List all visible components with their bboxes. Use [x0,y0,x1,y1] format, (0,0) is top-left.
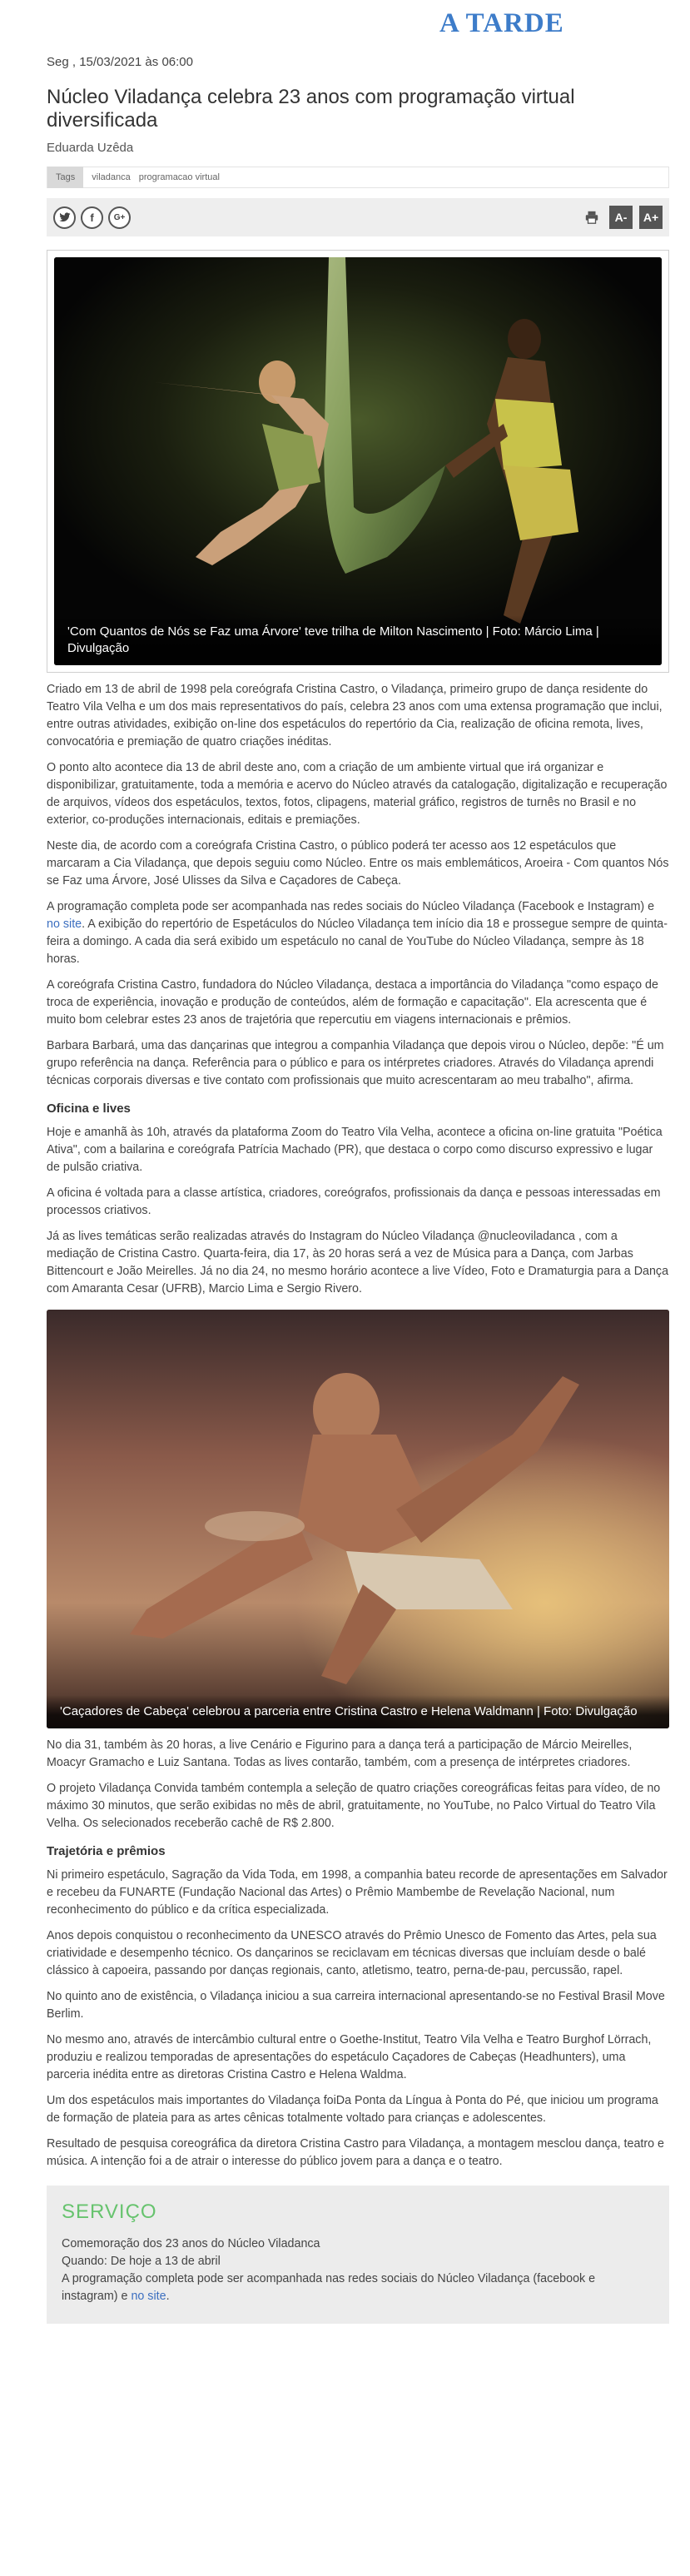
site-logo[interactable]: A TARDE [439,8,564,38]
service-title: SERVIÇO [62,2201,157,2223]
share-buttons [53,206,131,229]
dancer-illustration-2 [47,1310,669,1728]
tags-bar [47,167,669,188]
paragraph: Resultado de pesquisa coreográfica da diretora Cristina Castro para Viladança, a montagem mesclou dança, teatro e música. A intenção foi a de atrair o interesse do público jovem para a dança e o teatro. [47,2137,665,2168]
font-decrease-button[interactable]: A- [609,206,633,229]
image-caption-1: 'Com Quantos de Nós se Faz uma Árvore' teve trilha de Milton Nascimento | Foto: Márcio Lima | Divulgação [54,615,662,665]
service-box [47,2186,669,2324]
reading-tools [581,206,663,229]
article-content [47,47,669,2324]
paragraph: A oficina é voltada para a classe artística, criadores, coreógrafos, profissionais da dança e pessoas interessadas em processos criativos. [47,1186,661,1217]
paragraph: Neste dia, de acordo com a coreógrafa Cristina Castro, o público poderá ter acesso aos 12 espetáculos que marcaram a Cia Viladança, que depois seguiu como Núcleo. Entre os mais emblemáticos, Aroeira - Com quantos Nós se Faz uma Árvore, José Ulisses da Silva e Caçadores de Cabeça. [47,839,669,888]
service-site-link[interactable]: no site [131,2290,166,2303]
service-info [62,2270,654,2305]
dance-photo-2 [47,1310,669,1728]
tag-link[interactable]: viladanca [92,172,131,182]
service-text: . [166,2290,170,2303]
paragraph: O projeto Viladança Convida também contempla a seleção de quatro criações coreográficas feitas para vídeo, de no máximo 30 minutos, que serão exibidas no mês de abril, gratuitamente, no YouTube, no Palco Virtual do Teatro Vila Velha. Os selecionados receberão cachê de R$ 2.800. [47,1782,661,1830]
google-plus-icon[interactable] [108,206,131,229]
service-event: Comemoração dos 23 anos do Núcleo Viladanca [62,2237,320,2250]
paragraph: A coreógrafa Cristina Castro, fundadora do Núcleo Viladança, destaca a importância do Viladança "como espaço de troca de experiência, inovação e produção de conteúdos, além de formação e capacitação". Ela acrescenta que é muito bom celebrar estes 23 anos de trajetória que repercutiu em viagens internacionais e prêmios. [47,978,658,1027]
tag-link[interactable]: programacao virtual [138,172,220,182]
article-image-2 [47,1310,669,1728]
paragraph: Hoje e amanhã às 10h, através da plataforma Zoom do Teatro Vila Velha, acontece a oficina on-line gratuita "Poética Ativa", com a bailarina e coreógrafa Patrícia Machado (PR), que destaca o corpo como discurso expressivo e lugar de pulsão criativa. [47,1126,663,1174]
article-toolbar [47,198,669,236]
paragraph: Criado em 13 de abril de 1998 pela coreógrafa Cristina Castro, o Viladança, primeiro grupo de dança residente do Teatro Vila Velha e um dos mais representativos do país, celebra 23 anos com uma extensa programação que inclui, entre outras atividades, exibição on-line dos espetáculos do repertório da Cia, realização de oficina remota, lives, convocatória e premiação de quatro criações inéditas. [47,683,663,748]
header [0,0,690,47]
paragraph: Ni primeiro espetáculo, Sagração da Vida Toda, em 1998, a companhia bateu recorde de apresentações em Salvador e recebeu da FUNARTE (Fundação Nacional das Artes) o Prêmio Mambembe de Revelação Nacional, num reconhecimento do público e da crítica especializada. [47,1868,668,1917]
article-title: Núcleo Viladança celebra 23 anos com programação virtual diversificada [47,86,575,132]
paragraph: O ponto alto acontece dia 13 de abril deste ano, com a criação de um ambiente virtual que irá organizar e disponibilizar, gratuitamente, toda a memória e acervo do Núcleo através da catalogação, digitalização e recuperação de arquivos, vídeos dos espetáculos, textos, fotos, clipagens, material gráfico, registros de turnês no Brasil e no exterior, co-produções internacionais, editais e premiações. [47,761,668,827]
paragraph: No mesmo ano, através de intercâmbio cultural entre o Goethe-Institut, Teatro Vila Velha e Teatro Burghof Lörrach, produziu e realizou temporadas de apresentações do espetáculo Caçadores de Cabeças (Headhunters), uma parceria inédita entre as diretoras Cristina Castro e Helena Waldma. [47,2033,652,2081]
facebook-icon[interactable] [81,206,103,229]
paragraph: Barbara Barbará, uma das dançarinas que integrou a companhia Viladança que depois virou o Núcleo, depõe: "É um grupo referência na dança. Referência para o público e para os intérpretes criadores. Através do Viladança aprendi técnicas corporais diversas e tive contato com profissionais que muito acrescentaram ao meu trabalho", afirma. [47,1039,664,1087]
twitter-icon[interactable] [53,206,76,229]
paragraph: Já as lives temáticas serão realizadas através do Instagram do Núcleo Viladança @nucleoviladanca , com a mediação de Cristina Castro. Quarta-feira, dia 17, às 20 horas será a vez de Música para a Dança, com Jarbas Bittencourt e João Meirelles. Já no dia 24, no mesmo horário acontece a live Vídeo, Foto e Dramaturgia para a Dança com Amaranta Cesar (UFRB), Marcio Lima e Sergio Rivero. [47,1230,669,1295]
paragraph-text: A programação completa pode ser acompanhada nas redes sociais do Núcleo Viladança (Facebook e Instagram) e [47,900,655,913]
section-heading: Oficina e lives [47,1102,131,1116]
tags-label: Tags [47,167,83,188]
image-caption-2: 'Caçadores de Cabeça' celebrou a parceria entre Cristina Castro e Helena Waldmann | Foto: Divulgação [47,1695,669,1728]
paragraph [47,898,669,968]
font-increase-button[interactable]: A+ [639,206,663,229]
paragraph: No quinto ano de existência, o Viladança iniciou a sua carreira internacional apresentando-se no Festival Brasil Move Berlim. [47,1990,665,2021]
paragraph-text: . A exibição do repertório de Espetáculos do Núcleo Viladança tem início dia 18 e prossegue sempre de quinta-feira a domingo. A cada dia será exibido um espetáculo no canal de YouTube do Núcleo Viladança, sempre às 18 horas. [47,918,668,966]
section-heading: Trajetória e prêmios [47,1844,166,1858]
google-plus-glyph: G+ [113,212,126,222]
paragraph: Anos depois conquistou o reconhecimento da UNESCO através do Prêmio Unesco de Fomento das Artes, pela sua criatividade e desempenho técnico. Os dançarinos se reciclavam em técnicas diversas que incluíam desde o balé clássico à capoeira, passando por danças regionais, canto, atletismo, teatro, perna-de-pau, percussão, rapel. [47,1929,657,1977]
article-image-1 [47,250,669,673]
dance-photo-1 [54,257,662,665]
article-date: Seg , 15/03/2021 às 06:00 [47,55,193,69]
paragraph: Um dos espetáculos mais importantes do Viladança foiDa Ponta da Língua à Ponta do Pé, que iniciou um programa de formação de plateia para as artes cênicas totalmente voltado para crianças e adolescentes. [47,2094,658,2125]
dancers-illustration-1 [54,257,662,665]
site-link[interactable]: no site [47,918,82,931]
service-text: A programação completa pode ser acompanhada nas redes sociais do Núcleo Viladança (facebook e instagram) e [62,2272,596,2303]
facebook-glyph: f [90,211,94,224]
paragraph: No dia 31, também às 20 horas, a live Cenário e Figurino para a dança terá a participação de Márcio Meirelles, Moacyr Gramacho e Luiz Santana. Todas as lives contarão, também, com a presença de intérpretes criadores. [47,1738,633,1769]
print-icon[interactable] [581,206,603,228]
article-author[interactable]: Eduarda Uzêda [47,141,134,155]
service-when: Quando: De hoje a 13 de abril [62,2255,221,2268]
